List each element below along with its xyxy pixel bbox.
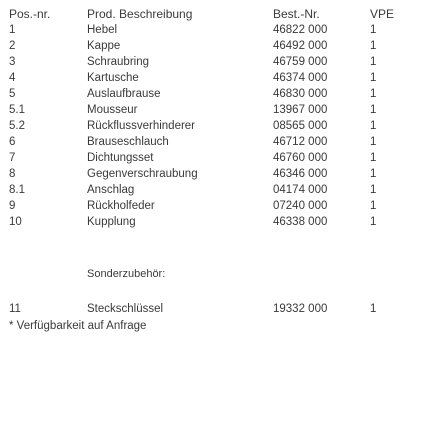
table-row	[0, 86, 436, 102]
row-order-number: 46374 000	[273, 72, 328, 84]
table-row	[0, 102, 436, 118]
row-vpe: 1	[370, 136, 377, 148]
table-row	[0, 182, 436, 198]
row-vpe: 1	[370, 168, 377, 180]
row-vpe: 1	[370, 184, 377, 196]
row-description: Anschlag	[87, 184, 135, 196]
row-pos: 5.1	[9, 104, 25, 116]
table-row	[0, 54, 436, 70]
row-description: Dichtungsset	[87, 152, 154, 164]
row-description: Mousseur	[87, 104, 138, 116]
row-vpe: 1	[370, 88, 377, 100]
row-pos: 3	[9, 56, 16, 68]
row-order-number: 04174 000	[273, 184, 328, 196]
row-pos: 7	[9, 152, 16, 164]
row-order-number: 46822 000	[273, 24, 328, 36]
table-row	[0, 38, 436, 54]
table-row	[0, 70, 436, 86]
row-pos: 5	[9, 88, 16, 100]
row-order-number: 46712 000	[273, 136, 328, 148]
row-description: Rückflussverhinderer	[87, 120, 196, 132]
row-vpe: 1	[370, 24, 377, 36]
row-vpe: 1	[370, 40, 377, 52]
header-description: Prod. Beschreibung	[87, 7, 193, 21]
table-row	[0, 301, 436, 317]
row-vpe: 1	[370, 216, 377, 228]
row-order-number: 07240 000	[273, 200, 328, 212]
row-vpe: 1	[370, 152, 377, 164]
table-row	[0, 150, 436, 166]
row-pos: 8.1	[9, 184, 25, 196]
header-pos: Pos.-nr.	[9, 7, 51, 21]
header-order-number: Best.-Nr.	[273, 7, 320, 21]
table-row	[0, 134, 436, 150]
row-order-number: 46346 000	[273, 168, 328, 180]
row-pos: 8	[9, 168, 16, 180]
row-vpe: 1	[370, 56, 377, 68]
row-description: Kupplung	[87, 216, 136, 228]
row-pos: 10	[9, 216, 22, 228]
row-order-number: 46492 000	[273, 40, 328, 52]
row-pos: 9	[9, 200, 16, 212]
row-vpe: 1	[370, 200, 377, 212]
row-pos: 4	[9, 72, 16, 84]
row-order-number: 46759 000	[273, 56, 328, 68]
row-description: Rückholfeder	[87, 200, 155, 212]
table-header	[0, 6, 436, 22]
row-pos: 2	[9, 40, 16, 52]
availability-footnote: * Verfügbarkeit auf Anfrage	[9, 320, 147, 332]
header-vpe: VPE	[370, 7, 395, 21]
row-vpe: 1	[370, 120, 377, 132]
table-body	[0, 22, 436, 230]
row-pos: 1	[9, 24, 16, 36]
accessories-list	[0, 301, 436, 317]
row-description: Auslaufbrause	[87, 88, 161, 100]
table-row	[0, 22, 436, 38]
row-description: Gegenverschraubung	[87, 168, 198, 180]
row-pos: 11	[9, 303, 21, 315]
row-order-number: 08565 000	[273, 120, 328, 132]
table-row	[0, 166, 436, 182]
row-order-number: 19332 000	[273, 303, 328, 315]
table-row	[0, 214, 436, 230]
row-order-number: 46830 000	[273, 88, 328, 100]
row-pos: 5.2	[9, 120, 25, 132]
row-order-number: 46760 000	[273, 152, 328, 164]
row-description: Kartusche	[87, 72, 139, 84]
row-vpe: 1	[370, 303, 377, 315]
accessories-title: Sonderzubehör:	[87, 268, 166, 280]
row-pos: 6	[9, 136, 16, 148]
row-vpe: 1	[370, 72, 377, 84]
row-order-number: 13967 000	[273, 104, 328, 116]
row-vpe: 1	[370, 104, 377, 116]
row-description: Hebel	[87, 24, 118, 36]
row-description: Brauseschlauch	[87, 136, 169, 148]
row-description: Kappe	[87, 40, 121, 52]
row-description: Schraubring	[87, 56, 150, 68]
table-row	[0, 118, 436, 134]
table-row	[0, 198, 436, 214]
row-description: Steckschlüssel	[87, 303, 164, 315]
row-order-number: 46338 000	[273, 216, 328, 228]
